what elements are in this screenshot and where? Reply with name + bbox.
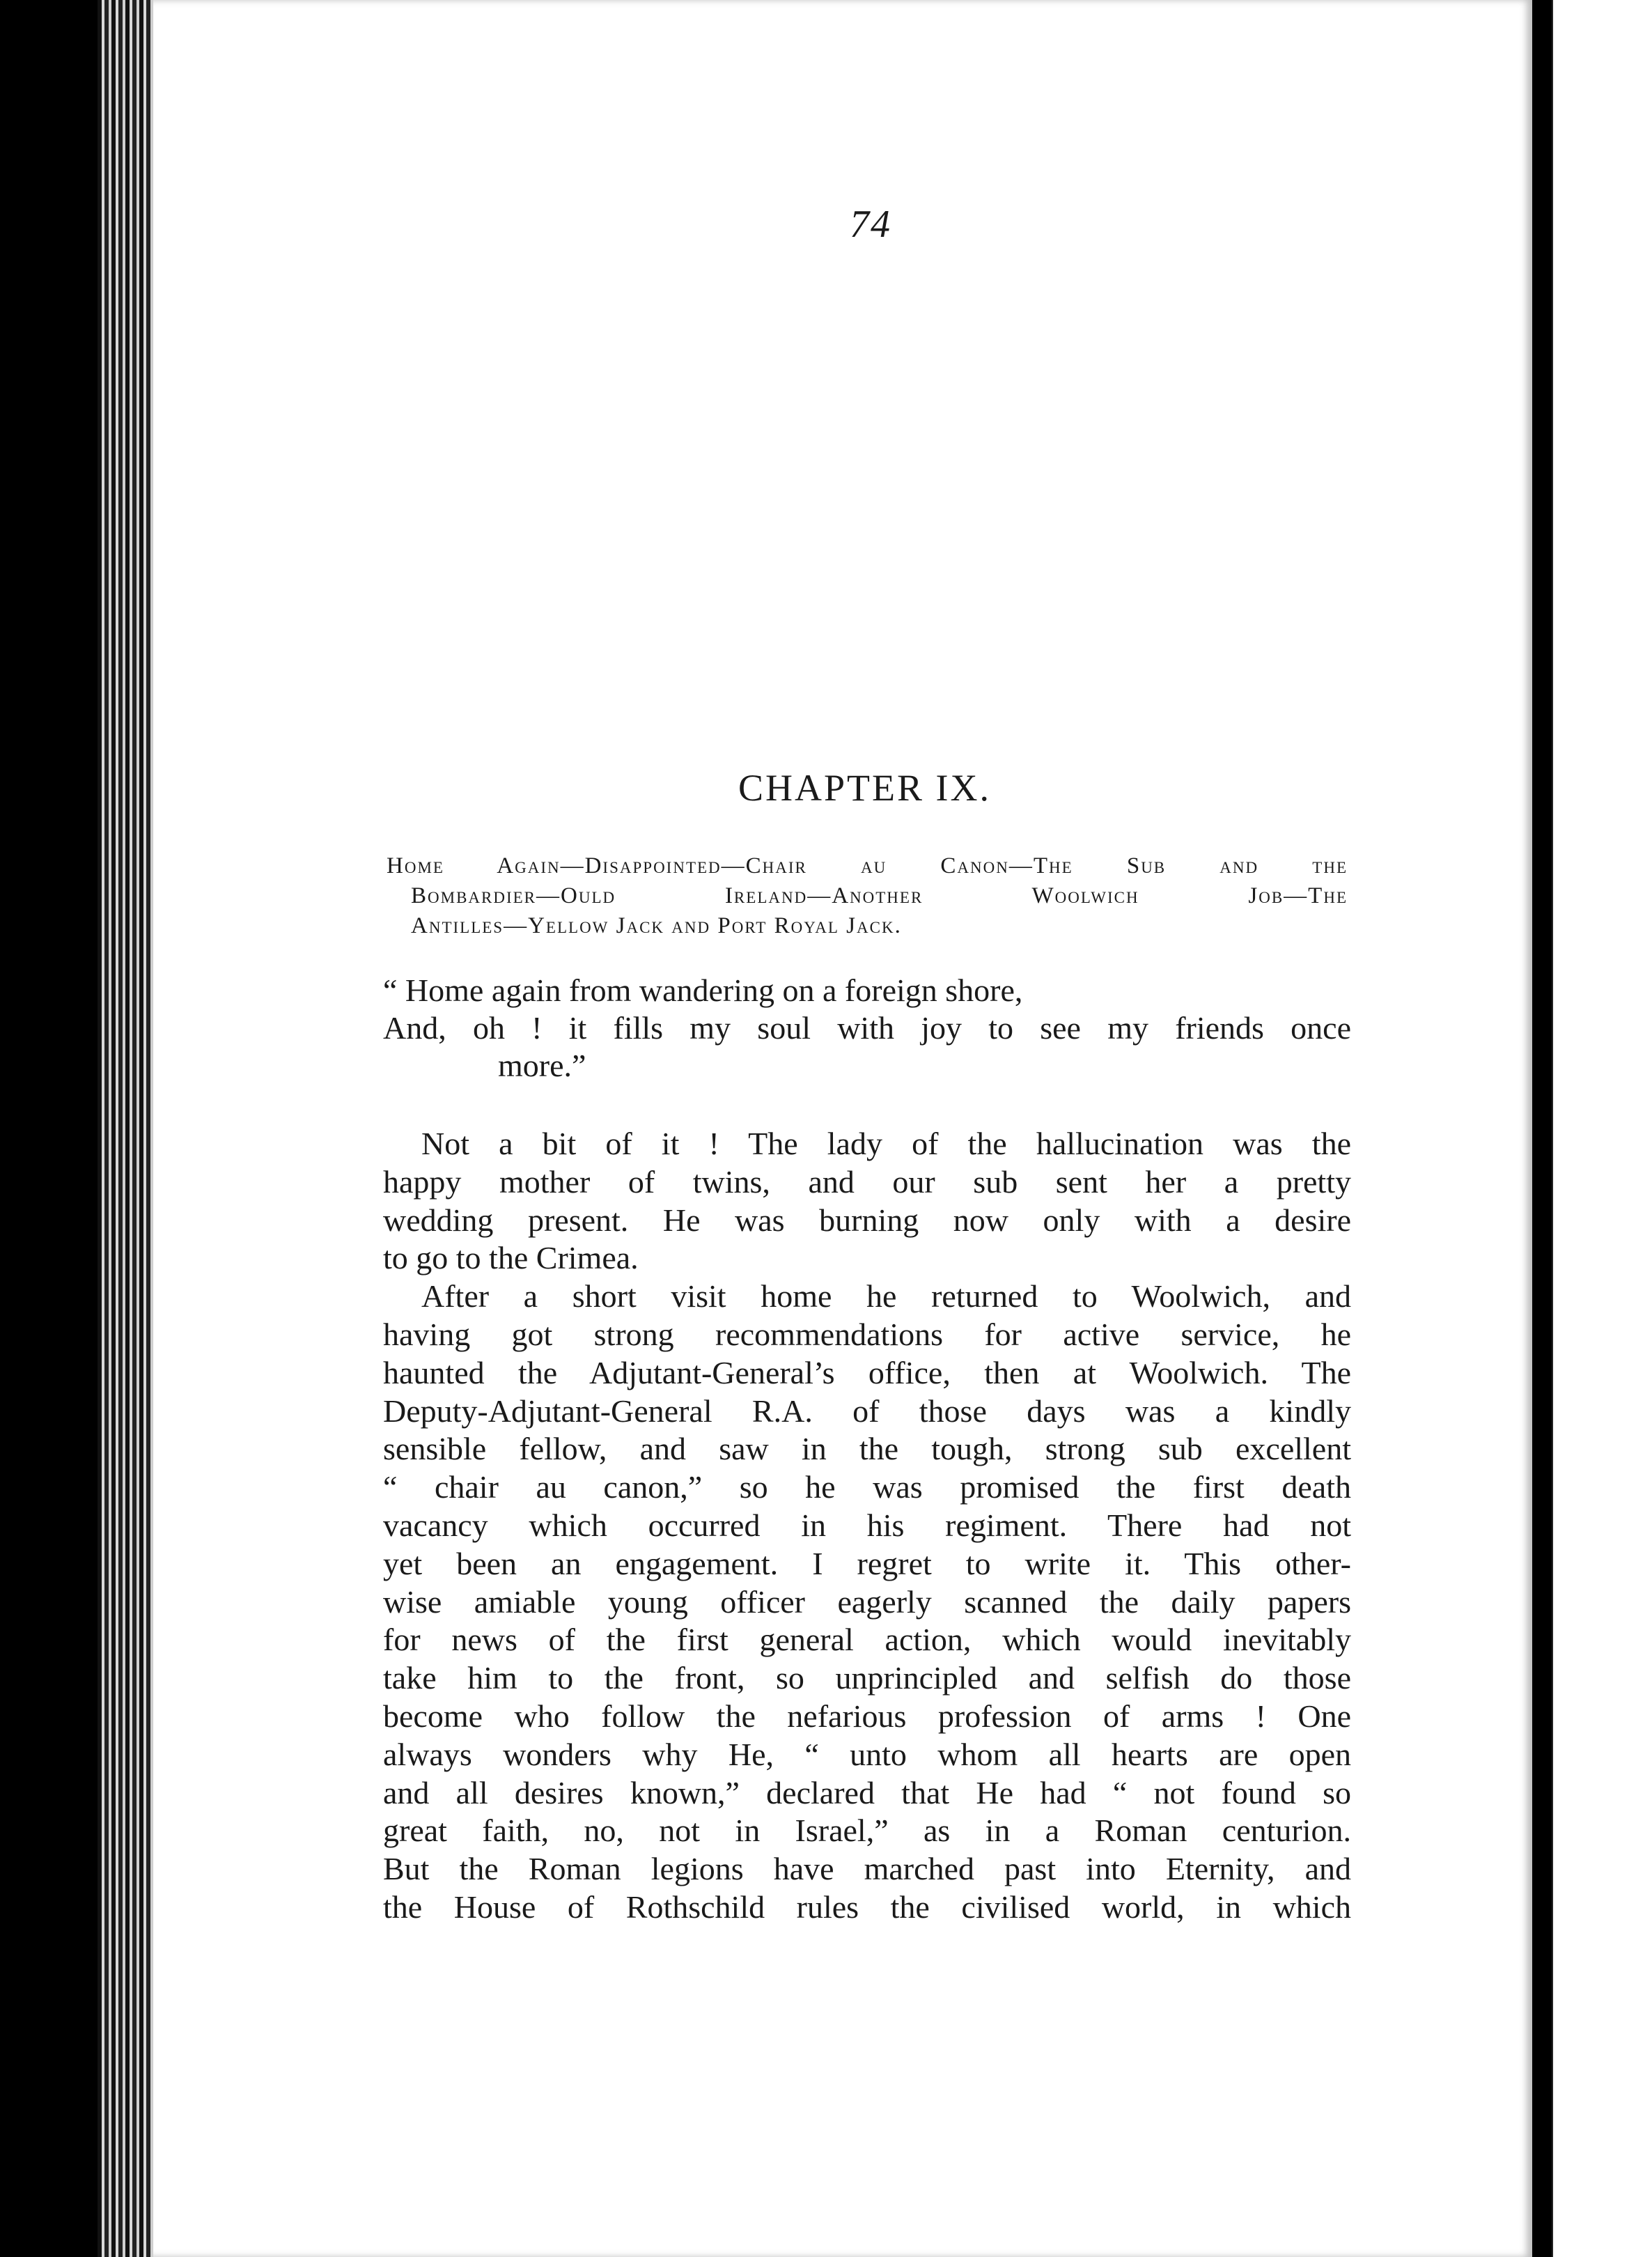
synopsis-line: Antilles—Yellow Jack and Port Royal Jack. — [411, 913, 902, 938]
body-line: the House of Rothschild rules the civilised world, in which — [383, 1888, 1351, 1925]
body-line: After a short visit home he returned to Woolwich, and — [421, 1278, 1351, 1314]
body-line: vacancy which occurred in his regiment. There had not — [383, 1507, 1351, 1543]
body-line: having got strong recommendations for active service, he — [383, 1316, 1351, 1352]
synopsis-line: Home Again—Disappointed—Chair au Canon—The Sub and the — [387, 853, 1348, 878]
chapter-heading: CHAPTER IX. — [738, 767, 992, 809]
chapter-synopsis — [387, 851, 1348, 941]
epigraph-line: And, oh ! it fills my soul with joy to see my friends once — [383, 1010, 1351, 1046]
page-gutter-right — [1532, 0, 1553, 2257]
body-line: always wonders why He, “ unto whom all hearts are open — [383, 1736, 1351, 1772]
page-edges-left — [98, 0, 153, 2257]
synopsis-line: Bombardier—Ould Ireland—Another Woolwich Job—The — [411, 883, 1348, 908]
body-line: for news of the first general action, which would inevitably — [383, 1622, 1351, 1658]
book-binding-left — [0, 0, 98, 2257]
body-line: sensible fellow, and saw in the tough, strong sub excellent — [383, 1431, 1351, 1467]
epigraph — [383, 972, 1351, 1085]
body-line: “ chair au canon,” so he was promised the first death — [383, 1469, 1351, 1505]
page-number: 74 — [850, 203, 891, 246]
body-line: wedding present. He was burning now only with a desire — [383, 1202, 1351, 1238]
epigraph-line: more.” — [498, 1048, 586, 1083]
body-line: great faith, no, not in Israel,” as in a Roman centurion. — [383, 1813, 1351, 1849]
body-text — [383, 1125, 1351, 1927]
body-line: take him to the front, so unprincipled and selfish do those — [383, 1660, 1351, 1696]
body-line: to go to the Crimea. — [383, 1240, 639, 1276]
body-line: and all desires known,” declared that He had “ not found so — [383, 1774, 1351, 1810]
body-line: Deputy-Adjutant-General R.A. of those days was a kindly — [383, 1393, 1351, 1429]
body-line: haunted the Adjutant-General’s office, then at Woolwich. The — [383, 1354, 1351, 1390]
body-line: But the Roman legions have marched past into Eternity, and — [383, 1851, 1351, 1887]
body-line: yet been an engagement. I regret to write it. This other- — [383, 1545, 1351, 1581]
body-line: become who follow the nefarious profession of arms ! One — [383, 1698, 1351, 1734]
body-line: happy mother of twins, and our sub sent her a pretty — [383, 1163, 1351, 1200]
next-page-margin — [1553, 0, 1652, 2257]
body-line: wise amiable young officer eagerly scanned the daily papers — [383, 1583, 1351, 1620]
body-line: Not a bit of it ! The lady of the hallucination was the — [421, 1126, 1351, 1161]
epigraph-line: “ Home again from wandering on a foreign shore, — [383, 972, 1023, 1008]
